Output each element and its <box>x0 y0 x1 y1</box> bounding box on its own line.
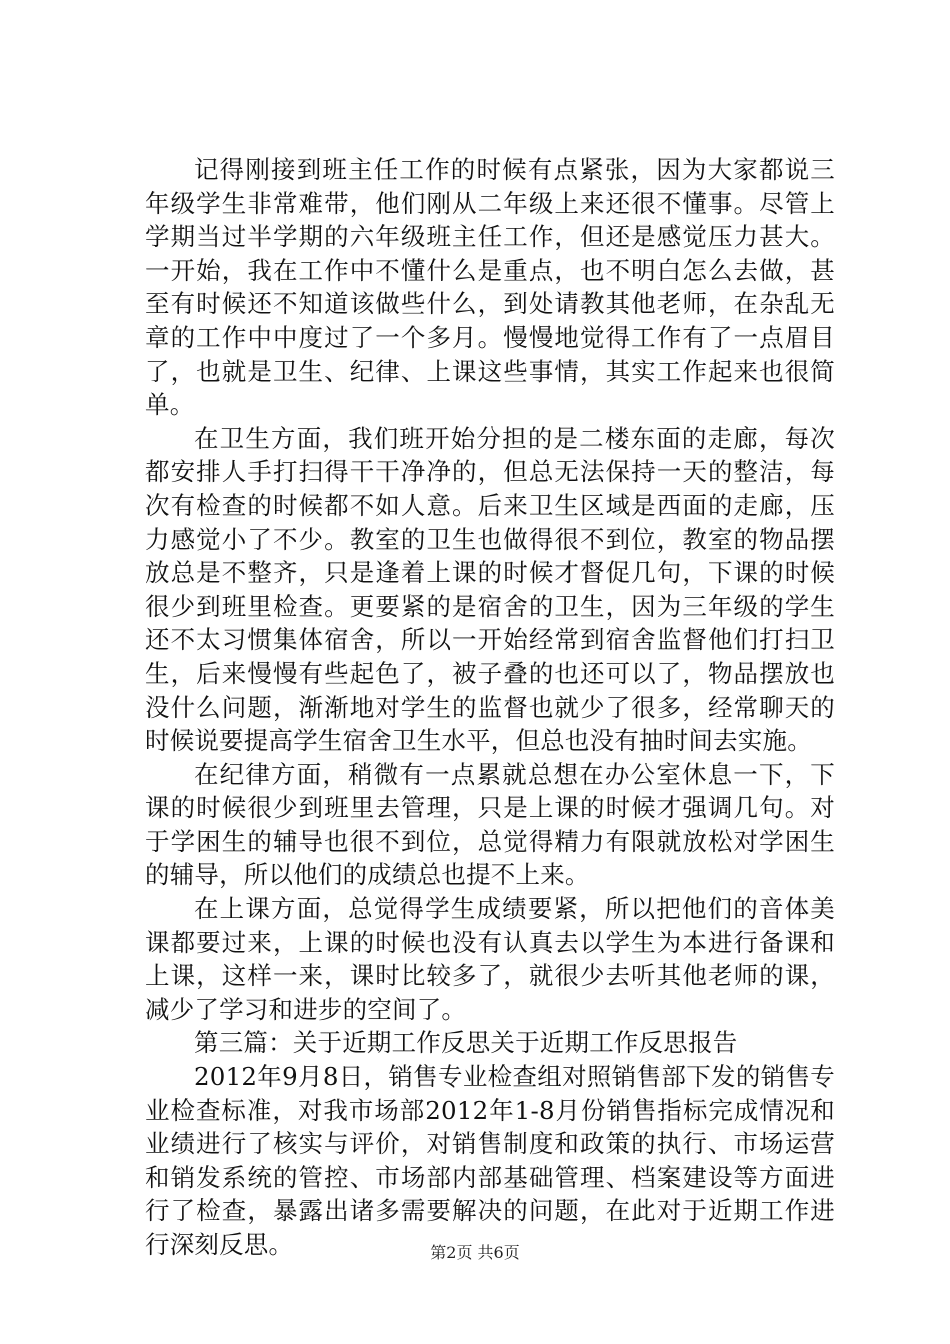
paragraph-hygiene: 在卫生方面，我们班开始分担的是二楼东面的走廊，每次都安排人手打扫得干干净净的，但总无法保持一天的整洁，每次有检查的时候都不如人意。后来卫生区域是西面的走廊，压力感觉小了不少。教室的卫生也做得很不到位，教室的物品摆放总是不整齐，只是逢着上课的时候才督促几句，下课的时候很少到班里检查。更要紧的是宿舍的卫生，因为三年级的学生还不太习惯集体宿舍，所以一开始经常到宿舍监督他们打扫卫生，后来慢慢有些起色了，被子叠的也还可以了，物品摆放也没什么问题，渐渐地对学生的监督也就少了很多，经常聊天的时候说要提高学生宿舍卫生水平，但总也没有抽时间去实施。 <box>145 423 835 756</box>
paragraph-intro: 记得刚接到班主任工作的时候有点紧张，因为大家都说三年级学生非常难带，他们刚从二年级上来还很不懂事。尽管上学期当过半学期的六年级班主任工作，但还是感觉压力甚大。一开始，我在工作中不懂什么是重点，也不明白怎么去做，甚至有时候还不知道该做些什么，到处请教其他老师，在杂乱无章的工作中中度过了一个多月。慢慢地觉得工作有了一点眉目了，也就是卫生、纪律、上课这些事情，其实工作起来也很简单。 <box>145 155 835 420</box>
document-body <box>145 153 835 1262</box>
paragraph-classes: 在上课方面，总觉得学生成绩要紧，所以把他们的音体美课都要过来，上课的时候也没有认真去以学生为本进行备课和上课，这样一来，课时比较多了，就很少去听其他老师的课，减少了学习和进步的空间了。 <box>145 894 835 1024</box>
section-heading: 第三篇：关于近期工作反思关于近期工作反思报告 <box>194 1028 738 1058</box>
paragraph-report: 2012年9月8日，销售专业检查组对照销售部下发的销售专业检查标准，对我市场部2012年1-8月份销售指标完成情况和业绩进行了核实与评价，对销售制度和政策的执行、市场运营和销发系统的管控、市场部内部基础管理、档案建设等方面进行了检查，暴露出诸多需要解决的问题，在此对于近期工作进行深刻反思。 <box>145 1062 835 1259</box>
paragraph-discipline: 在纪律方面，稍微有一点累就总想在办公室休息一下，下课的时候很少到班里去管理，只是上课的时候才强调几句。对于学困生的辅导也很不到位，总觉得精力有限就放松对学困生的辅导，所以他们的成绩总也提不上来。 <box>145 759 835 890</box>
page-footer: 第2页 共6页 <box>430 1243 520 1262</box>
